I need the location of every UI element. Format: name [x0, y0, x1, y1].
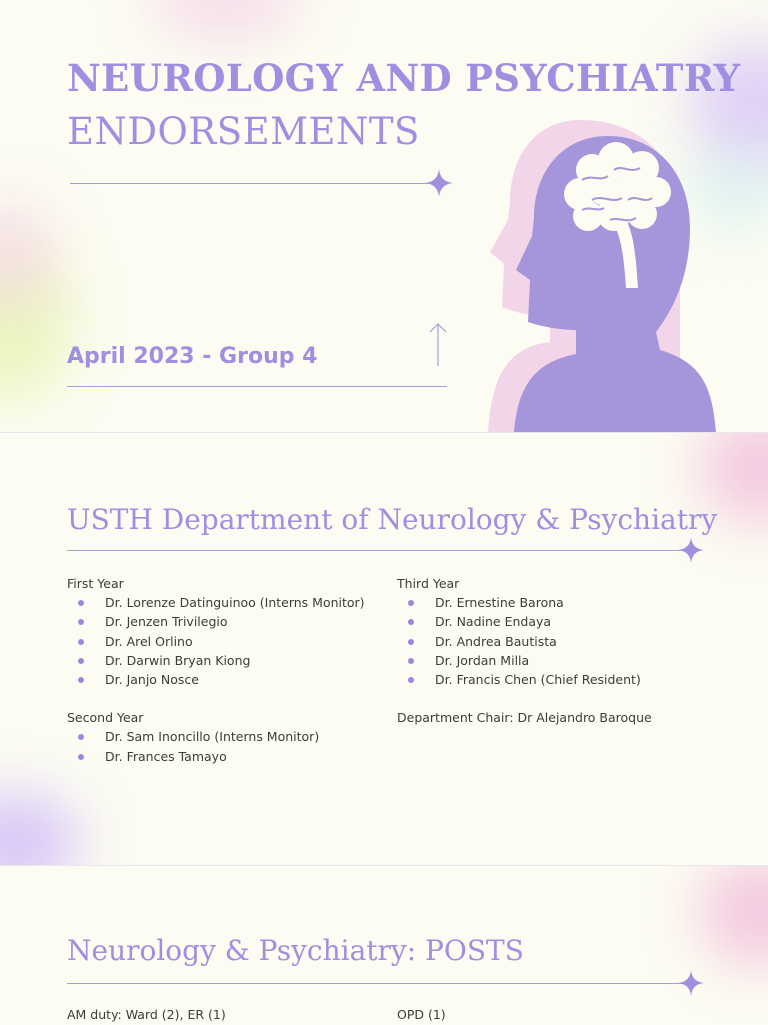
decor-blob — [150, 0, 300, 40]
am-duty-label: AM duty: Ward (2), ER (1) — [67, 1007, 226, 1022]
divider-line — [67, 983, 687, 984]
sparkle-star-icon — [425, 169, 453, 197]
list-item: Dr. Janjo Nosce — [67, 670, 365, 689]
presentation-subtitle: ENDORSEMENTS — [67, 110, 420, 153]
first-year-list — [67, 593, 365, 689]
left-column — [67, 574, 365, 766]
second-year-list — [67, 727, 365, 766]
list-item: Dr. Francis Chen (Chief Resident) — [397, 670, 652, 689]
section-title: Neurology & Psychiatry: POSTS — [67, 934, 524, 967]
first-year-label: First Year — [67, 576, 124, 591]
list-item: Dr. Jenzen Trivilegio — [67, 612, 365, 631]
list-item: Dr. Ernestine Barona — [397, 593, 652, 612]
department-slide — [0, 433, 768, 865]
third-year-list — [397, 593, 652, 689]
list-item: Dr. Lorenze Datinguinoo (Interns Monitor) — [67, 593, 365, 612]
sparkle-star-icon — [678, 537, 704, 563]
subtitle-underline — [67, 386, 447, 387]
date-group-label: April 2023 - Group 4 — [67, 344, 318, 369]
divider-line — [67, 550, 687, 551]
title-slide — [0, 0, 768, 432]
list-item: Dr. Darwin Bryan Kiong — [67, 651, 365, 670]
sparkle-star-icon — [678, 970, 704, 996]
decor-blob — [700, 866, 768, 966]
decor-blob — [0, 793, 80, 865]
list-item: Dr. Frances Tamayo — [67, 747, 365, 766]
list-item: Dr. Nadine Endaya — [397, 612, 652, 631]
right-column — [397, 574, 652, 727]
divider-line — [70, 183, 430, 184]
third-year-label: Third Year — [397, 576, 460, 591]
list-item: Dr. Jordan Milla — [397, 651, 652, 670]
presentation-title: NEUROLOGY AND PSYCHIATRY — [67, 56, 741, 100]
list-item: Dr. Sam Inoncillo (Interns Monitor) — [67, 727, 365, 746]
opd-label: OPD (1) — [397, 1007, 446, 1022]
posts-slide — [0, 866, 768, 1025]
second-year-label: Second Year — [67, 710, 144, 726]
brain-icon — [552, 140, 682, 300]
list-item: Dr. Andrea Bautista — [397, 632, 652, 651]
section-title: USTH Department of Neurology & Psychiatry — [67, 503, 718, 536]
department-chair: Department Chair: Dr Alejandro Baroque — [397, 710, 652, 726]
list-item: Dr. Arel Orlino — [67, 632, 365, 651]
up-arrow-icon — [428, 322, 448, 368]
